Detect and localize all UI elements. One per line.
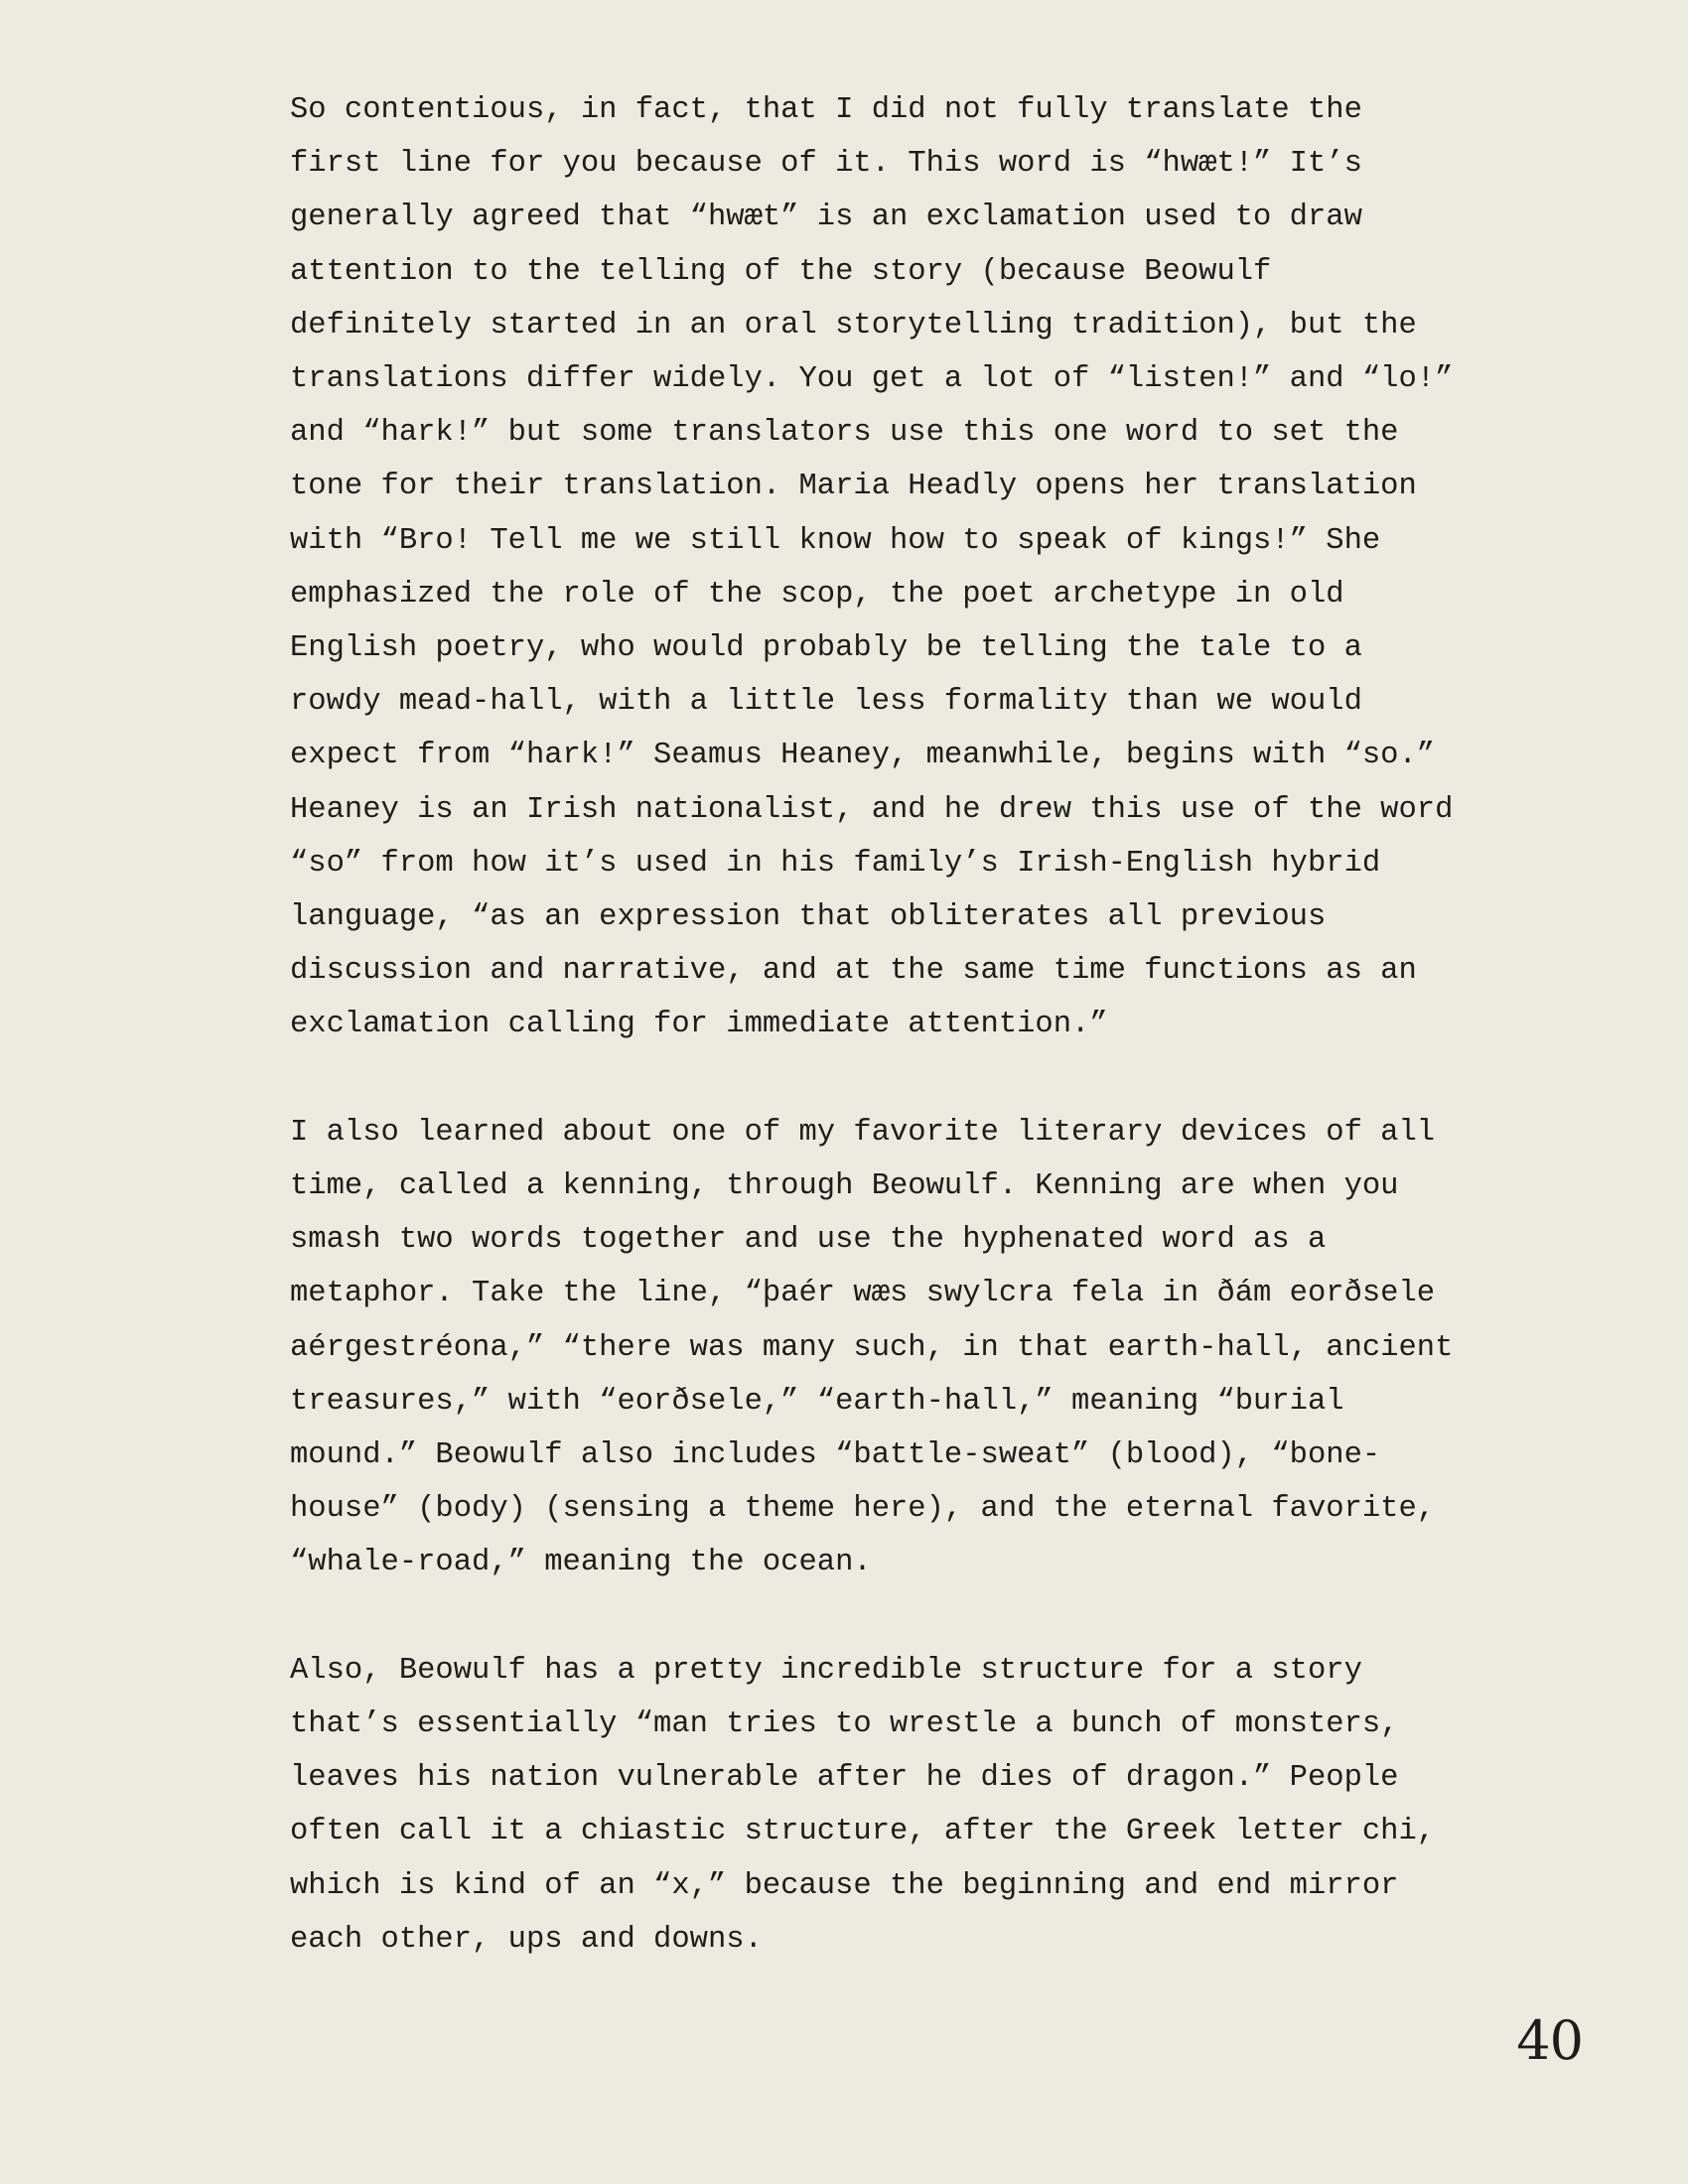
page-number: 40 [1516,2009,1583,2072]
paragraph-spacer [290,1590,1422,1644]
paragraph-spacer [290,1052,1422,1106]
paragraph-kenning: I also learned about one of my favorite literary devices of all time, called a kenning, through Beowulf. Kenning are when you smash two words together and use the hyphenated word as a metaphor. Take the line, “þaér wæs swylcra fela in ðám eorðsele aérgestréona,” “there was many such, in that earth-hall, ancient treasures,” with “eorðsele,” “earth-hall,” meaning “burial mound.” Beowulf also includes “battle-sweat” (blood), “bone- house” (body) (sensing a theme here), and the eternal favorite, “whale-road,” meaning the ocean. [290,1115,1454,1580]
paragraph-structure: Also, Beowulf has a pretty incredible structure for a story that’s essentially “man tries to wrestle a bunch of monsters, leaves his nation vulnerable after he dies of dragon.” People often call it a chiastic structure, after the Greek letter chi, which is kind of an “x,” because the beginning and end mirror each other, ups and downs. [290,1653,1436,1957]
paragraph-hwaet: So contentious, in fact, that I did not fully translate the first line for you because of it. This word is “hwæt!” It’s generally agreed that “hwæt” is an exclamation used to draw attention to the telling of the story (because Beowulf definitely started in an oral storytelling tradition), but the translations differ widely. You get a lot of “listen!” and “lo!” and “hark!” but some translators use this one word to set the tone for their translation. Maria Headly opens her translation with “Bro! Tell me we still know how to speak of kings!” She emphasized the role of the scop, the poet archetype in old English poetry, who would probably be telling the tale to a rowdy mead-hall, with a little less formality than we would expect from “hark!” Seamus Heaney, meanwhile, begins with “so.” Heaney is an Irish nationalist, and he drew this use of the word “so” from how it’s used in his family’s Irish-English hybrid language, “as an expression that obliterates all previous discussion and narrative, and at the same time functions as an exclamation calling for immediate attention.” [290,93,1454,1042]
body-text [290,83,1454,1967]
